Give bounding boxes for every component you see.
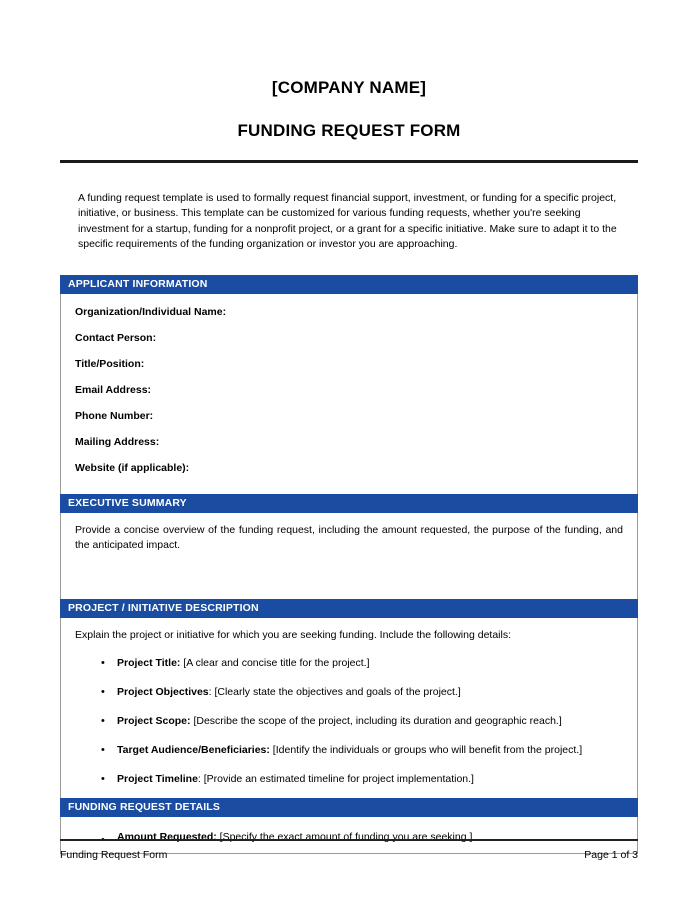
list-item bbox=[75, 765, 623, 794]
section-header-project-initiative-description: PROJECT / INITIATIVE DESCRIPTION bbox=[60, 599, 638, 618]
title-divider bbox=[60, 160, 638, 163]
project-description-bullet-list bbox=[75, 649, 623, 794]
page-title: FUNDING REQUEST FORM bbox=[237, 121, 461, 140]
field-label-title-position[interactable]: Title/Position: bbox=[75, 357, 145, 370]
form-table bbox=[60, 275, 638, 854]
field-label-phone-number[interactable]: Phone Number: bbox=[75, 409, 154, 422]
company-name-title: [COMPANY NAME] bbox=[271, 78, 427, 97]
executive-summary-body[interactable] bbox=[61, 513, 637, 599]
field-label-email-address[interactable]: Email Address: bbox=[75, 383, 152, 396]
bullet-text: : [Clearly state the objectives and goals of the project.] bbox=[208, 685, 461, 698]
applicant-information-fields bbox=[61, 294, 637, 494]
section-header-funding-request-details: FUNDING REQUEST DETAILS bbox=[60, 798, 638, 817]
bullet-text: [Identify the individuals or groups who will benefit from the project.] bbox=[269, 743, 583, 756]
bullet-text: [Specify the exact amount of funding you are seeking.] bbox=[216, 830, 473, 843]
footer-document-name: Funding Request Form bbox=[60, 849, 168, 861]
list-item bbox=[75, 678, 623, 707]
section-header-executive-summary: EXECUTIVE SUMMARY bbox=[60, 494, 638, 513]
document-header bbox=[60, 0, 638, 163]
project-description-body bbox=[61, 618, 637, 798]
bullet-label: Amount Requested: bbox=[117, 830, 217, 843]
field-label-mailing-address[interactable]: Mailing Address: bbox=[75, 435, 160, 448]
intro-paragraph: A funding request template is used to formally request financial support, investment, or funding for a specific project, initiative, or business. This template can be customized for various funding requests, whether you're seeking investment for a startup, funding for a nonprofit project, or a grant for a specific initiative. Make sure to adapt it to the specific requirements of the funding organization or investor you are approaching. bbox=[78, 192, 617, 251]
list-item bbox=[75, 736, 623, 765]
footer-page-number: Page 1 of 3 bbox=[584, 849, 638, 861]
bullet-label: Project Timeline bbox=[117, 772, 198, 785]
list-item bbox=[75, 707, 623, 736]
executive-summary-text: Provide a concise overview of the funding request, including the amount requested, the purpose of the funding, and the anticipated impact. bbox=[75, 523, 623, 551]
bullet-label: Target Audience/Beneficiaries: bbox=[117, 743, 270, 756]
footer-divider bbox=[60, 839, 638, 841]
bullet-label: Project Objectives bbox=[117, 685, 209, 698]
bullet-label: Project Scope: bbox=[117, 714, 191, 727]
bullet-label: Project Title: bbox=[117, 656, 181, 669]
project-description-lead: Explain the project or initiative for which you are seeking funding. Include the following details: bbox=[75, 628, 512, 641]
bullet-text: [Describe the scope of the project, including its duration and geographic reach.] bbox=[190, 714, 562, 727]
footer-row bbox=[60, 848, 638, 862]
field-label-organization-name[interactable]: Organization/Individual Name: bbox=[75, 305, 227, 318]
list-item bbox=[75, 649, 623, 678]
field-label-website[interactable]: Website (if applicable): bbox=[75, 461, 190, 474]
field-label-contact-person[interactable]: Contact Person: bbox=[75, 331, 157, 344]
page-footer bbox=[60, 839, 638, 862]
section-header-applicant-information: APPLICANT INFORMATION bbox=[60, 275, 638, 294]
bullet-text: : [Provide an estimated timeline for project implementation.] bbox=[197, 772, 474, 785]
bullet-text: [A clear and concise title for the project.] bbox=[180, 656, 370, 669]
